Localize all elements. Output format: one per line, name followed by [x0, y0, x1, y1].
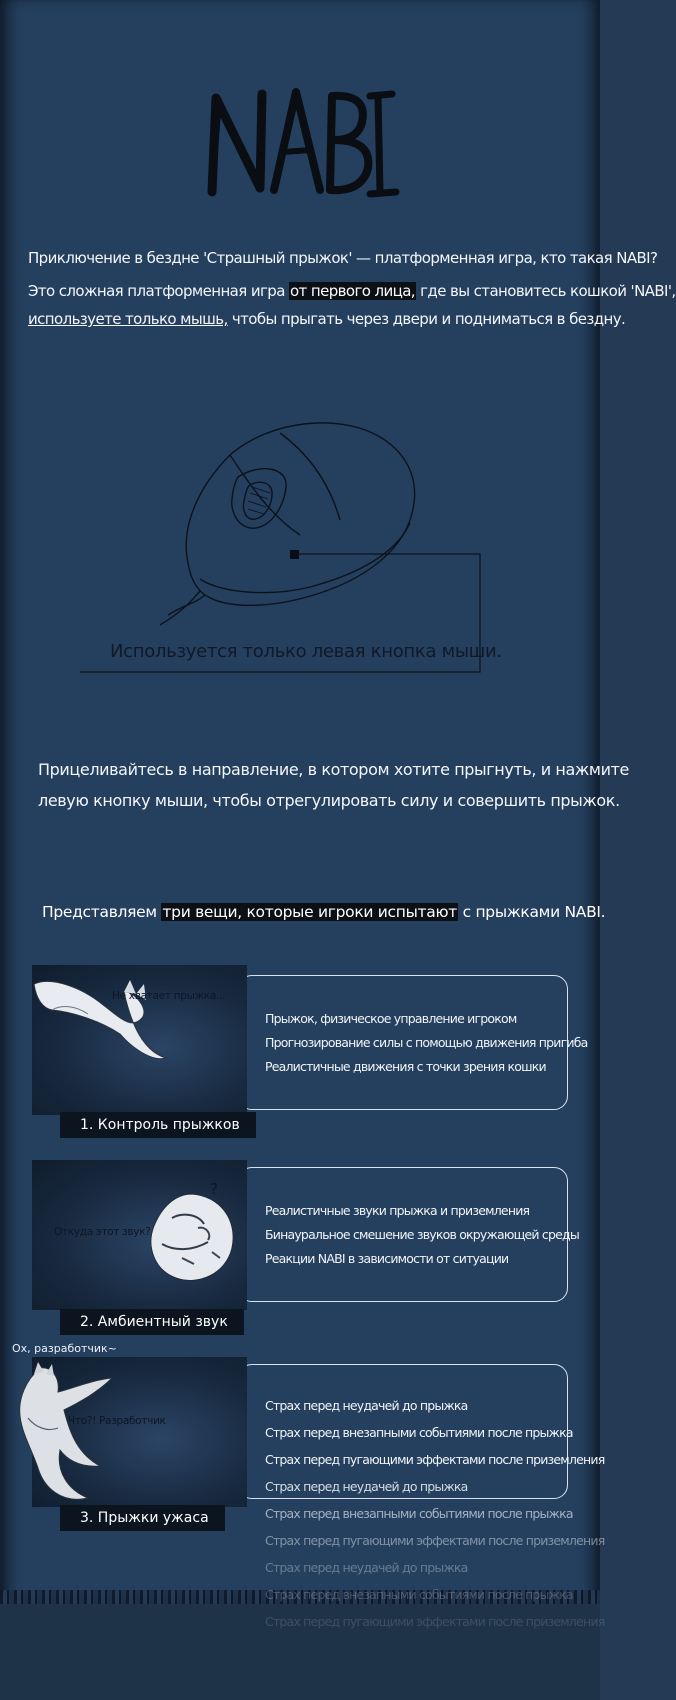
section-2-image-text: Откуда этот звук?	[54, 1226, 151, 1238]
section-2-image	[32, 1160, 247, 1310]
mouse-caption: Используется только левая кнопка мыши.	[110, 641, 502, 662]
section-3-feature-repeat: Страх перед неудачей до прыжка	[265, 1479, 468, 1494]
section-2-label: 2. Амбиентный звук	[60, 1309, 244, 1335]
intro-line-2-rest: где вы становитесь кошкой 'NABI',	[415, 282, 676, 300]
section-2-feature: Реалистичные звуки прыжка и приземления	[265, 1203, 530, 1218]
falling-cat-icon	[8, 1358, 128, 1508]
present-text-end: с прыжками NABI.	[457, 903, 606, 921]
intro-line-3	[28, 310, 625, 328]
jumping-cat-icon	[32, 970, 182, 1065]
intro-line-1: Приключение в бездне 'Страшный прыжок' — платформенная игра, кто такая NABI?	[28, 249, 658, 267]
section-1-label: 1. Контроль прыжков	[60, 1112, 256, 1138]
intro-underline-mouse-only: используете только мышь,	[28, 310, 228, 328]
section-1-image	[32, 965, 247, 1115]
section-2-question-mark: ?	[210, 1180, 218, 1198]
intro-line-2	[28, 282, 676, 300]
section-3-label: 3. Прыжки ужаса	[60, 1505, 225, 1531]
section-3-feature-repeat: Страх перед пугающими эффектами после приземления	[265, 1614, 605, 1629]
intro-highlight-first-person: от первого лица,	[289, 282, 415, 300]
present-text: Представляем	[42, 903, 162, 921]
section-1-feature: Реалистичные движения с точки зрения кошки	[265, 1059, 546, 1074]
section-1-feature: Прогнозирование силы с помощью движения пригиба	[265, 1035, 588, 1050]
section-3-feature-repeat: Страх перед внезапными событиями после прыжка	[265, 1506, 573, 1521]
aim-line-2: левую кнопку мыши, чтобы отрегулировать силу и совершить прыжок.	[38, 791, 620, 810]
intro-line-2-text: Это сложная платформенная игра	[28, 282, 289, 300]
nabi-logo	[200, 80, 400, 210]
section-3-feature: Страх перед пугающими эффектами после приземления	[265, 1452, 605, 1467]
present-line	[42, 903, 605, 921]
section-2-feature: Бинауральное смешение звуков окружающей среды	[265, 1227, 579, 1242]
section-3-feature: Страх перед внезапными событиями после прыжка	[265, 1425, 573, 1440]
section-3-feature: Страх перед неудачей до прыжка	[265, 1398, 468, 1413]
section-3-feature-repeat: Страх перед внезапными событиями после прыжка	[265, 1587, 573, 1602]
section-3-feature-repeat: Страх перед пугающими эффектами после приземления	[265, 1533, 605, 1548]
curled-cat-icon	[142, 1188, 242, 1288]
present-highlight: три вещи, которые игроки испытают	[162, 903, 457, 921]
section-3-image-text: Что?! Разработчик	[68, 1415, 166, 1427]
section-1-image-text: Не хватает прыжка...	[112, 990, 226, 1002]
section-3-feature-repeat: Страх перед неудачей до прыжка	[265, 1560, 468, 1575]
section-1-feature: Прыжок, физическое управление игроком	[265, 1011, 517, 1026]
bottom-band	[0, 1595, 600, 1700]
section-2-feature: Реакции NABI в зависимости от ситуации	[265, 1251, 509, 1266]
aim-line-1: Прицеливайтесь в направление, в котором хотите прыгнуть, и нажмите	[38, 760, 629, 779]
section-3-above-text: Ох, разработчик~	[12, 1342, 117, 1355]
intro-line-3-rest: чтобы прыгать через двери и подниматься в бездну.	[227, 310, 626, 328]
